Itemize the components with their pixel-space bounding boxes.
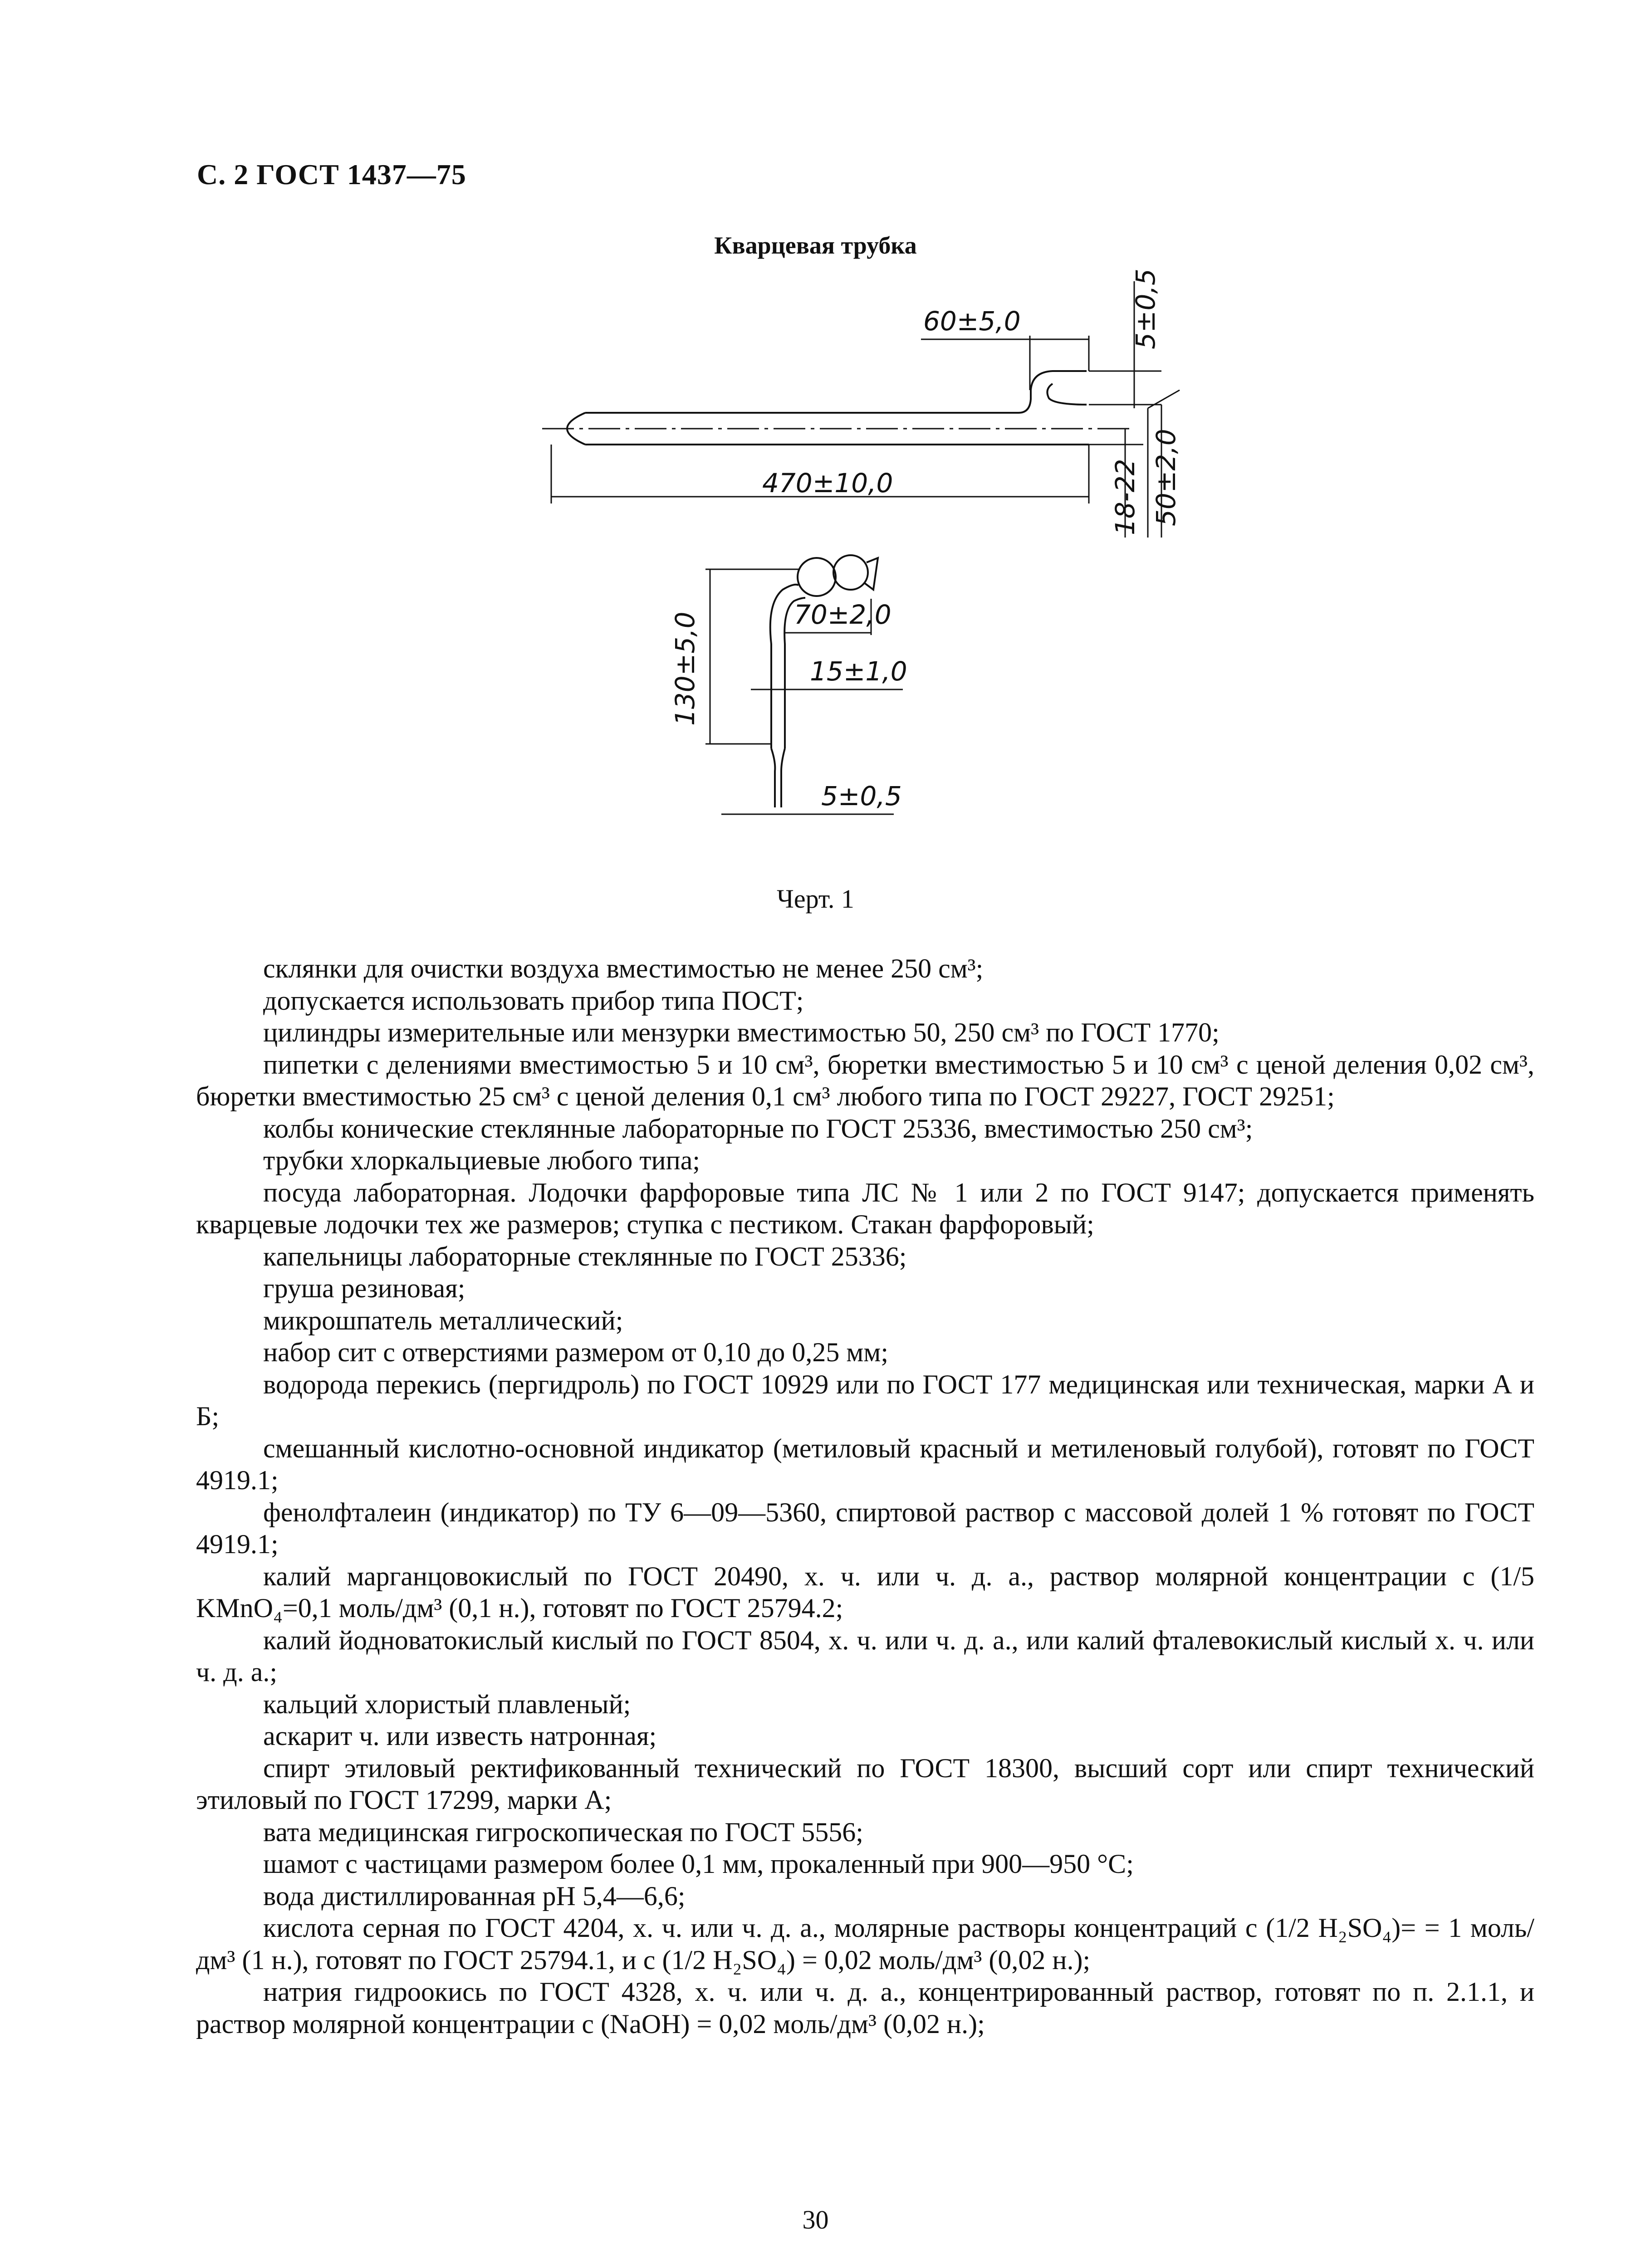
dim-label-18-22: 18-22	[1110, 459, 1141, 535]
paragraph: груша резиновая;	[263, 1273, 465, 1303]
paragraph: смешанный кислотно-основной индикатор (метиловый красный и метиленовый голубой), готовят по ГОСТ 4919.1;	[196, 1433, 1534, 1495]
dim-label-130: 130±5,0	[670, 611, 700, 726]
body-text	[196, 953, 1534, 2040]
quartz-tube-drawing	[0, 0, 1631, 889]
dim-label-5-top: 5±0,5	[1130, 269, 1161, 349]
paragraph: натрия гидроокись по ГОСТ 4328, х. ч. или ч. д. а., концентрированный раствор, готовят по п. 2.1.1, и раствор молярной концентрации с (NaOH) = 0,02 моль/дм³ (0,02 н.);	[196, 1977, 1534, 2039]
paragraph: микрошпатель металлический;	[263, 1305, 623, 1335]
paragraph: посуда лабораторная. Лодочки фарфоровые типа ЛС № 1 или 2 по ГОСТ 9147; допускается применять кварцевые лодочки тех же размеров; ступка с пестиком. Стакан фарфоровый;	[196, 1177, 1534, 1239]
dim-60-lines	[921, 336, 1089, 390]
horizontal-tube	[542, 371, 1134, 445]
paragraph: шамот с частицами размером более 0,1 мм, прокаленный при 900—950 °С;	[263, 1849, 1134, 1879]
paragraph: колбы конические стеклянные лабораторные по ГОСТ 25336, вместимостью 250 см³;	[263, 1113, 1253, 1144]
paragraph: вата медицинская гигроскопическая по ГОСТ 5556;	[263, 1817, 863, 1847]
dim-label-5-bottom: 5±0,5	[821, 781, 902, 811]
paragraph: набор сит с отверстиями размером от 0,10 до 0,25 мм;	[263, 1337, 889, 1367]
paragraph: фенолфталеин (индикатор) по ТУ 6—09—5360, спиртовой раствор с массовой долей 1 % готовят по ГОСТ 4919.1;	[196, 1497, 1534, 1559]
paragraph: вода дистиллированная рН 5,4—6,6;	[263, 1881, 686, 1911]
paragraph: цилиндры измерительные или мензурки вместимостью 50, 250 см³ по ГОСТ 1770;	[263, 1017, 1220, 1047]
paragraph: склянки для очистки воздуха вместимостью не менее 250 см³;	[263, 953, 984, 983]
paragraph: кальций хлористый плавленый;	[263, 1689, 631, 1719]
paragraph: капельницы лабораторные стеклянные по ГОСТ 25336;	[263, 1241, 907, 1271]
paragraph: кислота серная по ГОСТ 4204, х. ч. или ч. д. а., молярные растворы концентраций с (1/2 H₂SO₄)= = 1 моль/дм³ (1 н.), готовят по ГОСТ 25794.1, и с (1/2 H₂SO₄) = 0,02 моль/дм³ (0,02 н.);	[196, 1913, 1534, 1975]
figure-title: Кварцевая трубка	[714, 232, 917, 259]
paragraph: трубки хлоркальциевые любого типа;	[263, 1145, 700, 1175]
dim-label-60: 60±5,0	[923, 306, 1021, 337]
paragraph: калий марганцовокислый по ГОСТ 20490, х. ч. или ч. д. а., раствор молярной концентрации с (1/5 KMnO₄=0,1 моль/дм³ (0,1 н.), готовят по ГОСТ 25794.2;	[196, 1561, 1534, 1623]
paragraph: допускается использовать прибор типа ПОСТ;	[263, 985, 804, 1016]
paragraph: спирт этиловый ректификованный технический по ГОСТ 18300, высший сорт или спирт технический этиловый по ГОСТ 17299, марки А;	[196, 1753, 1534, 1815]
dim-label-470: 470±10,0	[762, 468, 893, 499]
dim-label-70: 70±2,0	[794, 599, 891, 630]
figure-caption: Черт. 1	[777, 884, 854, 914]
paragraph: аскарит ч. или известь натронная;	[263, 1721, 657, 1751]
running-title: С. 2 ГОСТ 1437—75	[197, 158, 466, 191]
page-number: 30	[802, 2205, 829, 2234]
dim-label-50: 50±2,0	[1151, 429, 1181, 526]
paragraph: водорода перекись (пергидроль) по ГОСТ 10929 или по ГОСТ 177 медицинская или техническая, марки А и Б;	[196, 1369, 1534, 1431]
paragraph: калий йодноватокислый кислый по ГОСТ 8504, х. ч. или ч. д. а., или калий фталевокислый кислый х. ч. или ч. д. а.;	[196, 1625, 1534, 1687]
dim-label-15: 15±1,0	[810, 656, 907, 687]
paragraph: пипетки с делениями вместимостью 5 и 10 см³, бюретки вместимостью 5 и 10 см³ с ценой деления 0,02 см³, бюретки вместимостью 25 см³ с ценой деления 0,1 см³ любого типа по ГОСТ 29227, ГОСТ 29251;	[196, 1049, 1534, 1111]
